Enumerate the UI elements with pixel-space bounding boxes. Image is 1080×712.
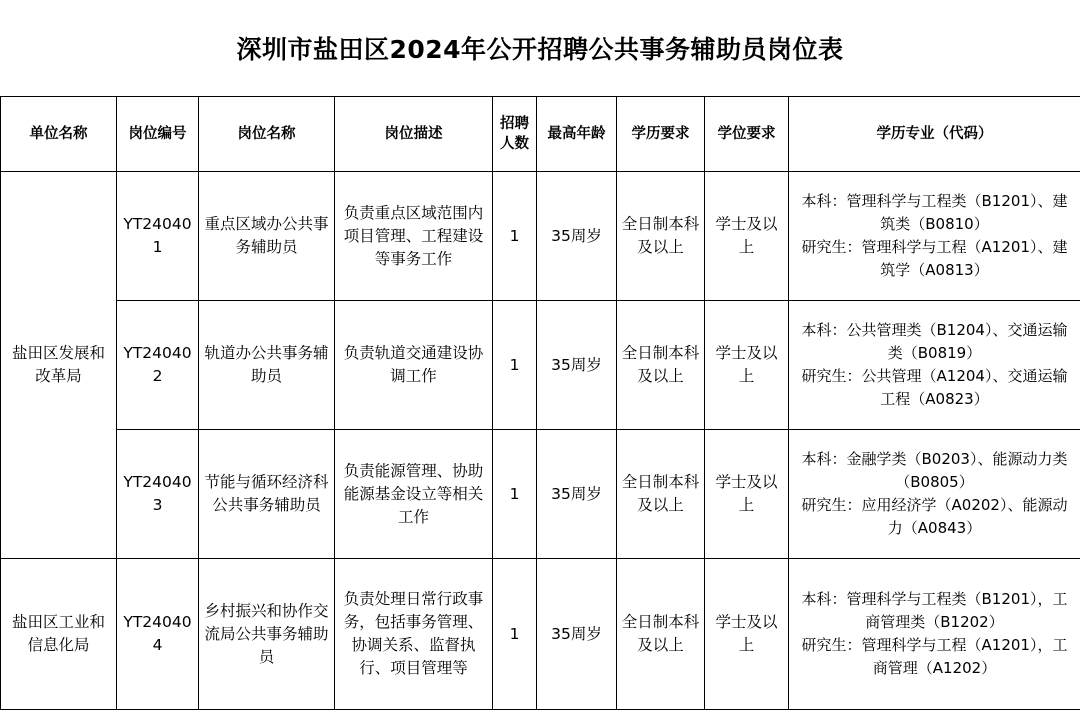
unit-cell: 盐田区发展和改革局 <box>1 172 117 559</box>
header-major: 学历专业（代码） <box>789 97 1080 172</box>
header-unit: 单位名称 <box>1 97 117 172</box>
major-cell <box>789 559 1080 710</box>
table-row <box>1 559 1080 710</box>
header-age: 最高年龄 <box>537 97 617 172</box>
major-undergrad: 本科：金融学类（B0203）、能源动力类（B0805） <box>801 450 1068 491</box>
major-graduate: 研究生：管理科学与工程（A1201）、建筑学（A0813） <box>801 238 1068 279</box>
header-code: 岗位编号 <box>117 97 199 172</box>
major-graduate: 研究生：应用经济学（A0202）、能源动力（A0843） <box>801 496 1068 537</box>
major-undergrad: 本科：管理科学与工程类（B1201）、建筑类（B0810） <box>801 192 1068 233</box>
desc-cell: 负责处理日常行政事务，包括事务管理、协调关系、监督执行、项目管理等 <box>335 559 493 710</box>
code-cell: YT240402 <box>117 301 199 430</box>
age-cell: 35周岁 <box>537 172 617 301</box>
count-cell: 1 <box>493 559 537 710</box>
header-count: 招聘人数 <box>493 97 537 172</box>
name-cell: 乡村振兴和协作交流局公共事务辅助员 <box>199 559 335 710</box>
page-title: 深圳市盐田区2024年公开招聘公共事务辅助员岗位表 <box>236 35 844 64</box>
header-desc: 岗位描述 <box>335 97 493 172</box>
count-cell: 1 <box>493 172 537 301</box>
table-row <box>1 172 1080 301</box>
name-cell: 节能与循环经济科公共事务辅助员 <box>199 430 335 559</box>
degree-cell: 学士及以上 <box>705 559 789 710</box>
edu-cell: 全日制本科及以上 <box>617 559 705 710</box>
count-cell: 1 <box>493 430 537 559</box>
age-cell: 35周岁 <box>537 301 617 430</box>
major-cell <box>789 172 1080 301</box>
age-cell: 35周岁 <box>537 559 617 710</box>
table-row <box>1 430 1080 559</box>
header-degree: 学位要求 <box>705 97 789 172</box>
job-positions-table <box>0 96 1080 710</box>
major-graduate: 研究生：管理科学与工程（A1201），工商管理（A1202） <box>801 636 1068 677</box>
name-cell: 重点区域办公共事务辅助员 <box>199 172 335 301</box>
table-header-row <box>1 97 1080 172</box>
code-cell: YT240404 <box>117 559 199 710</box>
name-cell: 轨道办公共事务辅助员 <box>199 301 335 430</box>
age-cell: 35周岁 <box>537 430 617 559</box>
header-edu: 学历要求 <box>617 97 705 172</box>
edu-cell: 全日制本科及以上 <box>617 301 705 430</box>
count-cell: 1 <box>493 301 537 430</box>
header-name: 岗位名称 <box>199 97 335 172</box>
desc-cell: 负责能源管理、协助能源基金设立等相关工作 <box>335 430 493 559</box>
degree-cell: 学士及以上 <box>705 430 789 559</box>
major-undergrad: 本科：管理科学与工程类（B1201），工商管理类（B1202） <box>801 590 1068 631</box>
major-cell <box>789 301 1080 430</box>
unit-cell: 盐田区工业和信息化局 <box>1 559 117 710</box>
desc-cell: 负责轨道交通建设协调工作 <box>335 301 493 430</box>
desc-cell: 负责重点区域范围内项目管理、工程建设等事务工作 <box>335 172 493 301</box>
table-row <box>1 301 1080 430</box>
major-undergrad: 本科：公共管理类（B1204）、交通运输类（B0819） <box>801 321 1068 362</box>
edu-cell: 全日制本科及以上 <box>617 172 705 301</box>
degree-cell: 学士及以上 <box>705 301 789 430</box>
major-cell <box>789 430 1080 559</box>
degree-cell: 学士及以上 <box>705 172 789 301</box>
edu-cell: 全日制本科及以上 <box>617 430 705 559</box>
code-cell: YT240403 <box>117 430 199 559</box>
code-cell: YT240401 <box>117 172 199 301</box>
major-graduate: 研究生：公共管理（A1204）、交通运输工程（A0823） <box>801 367 1068 408</box>
